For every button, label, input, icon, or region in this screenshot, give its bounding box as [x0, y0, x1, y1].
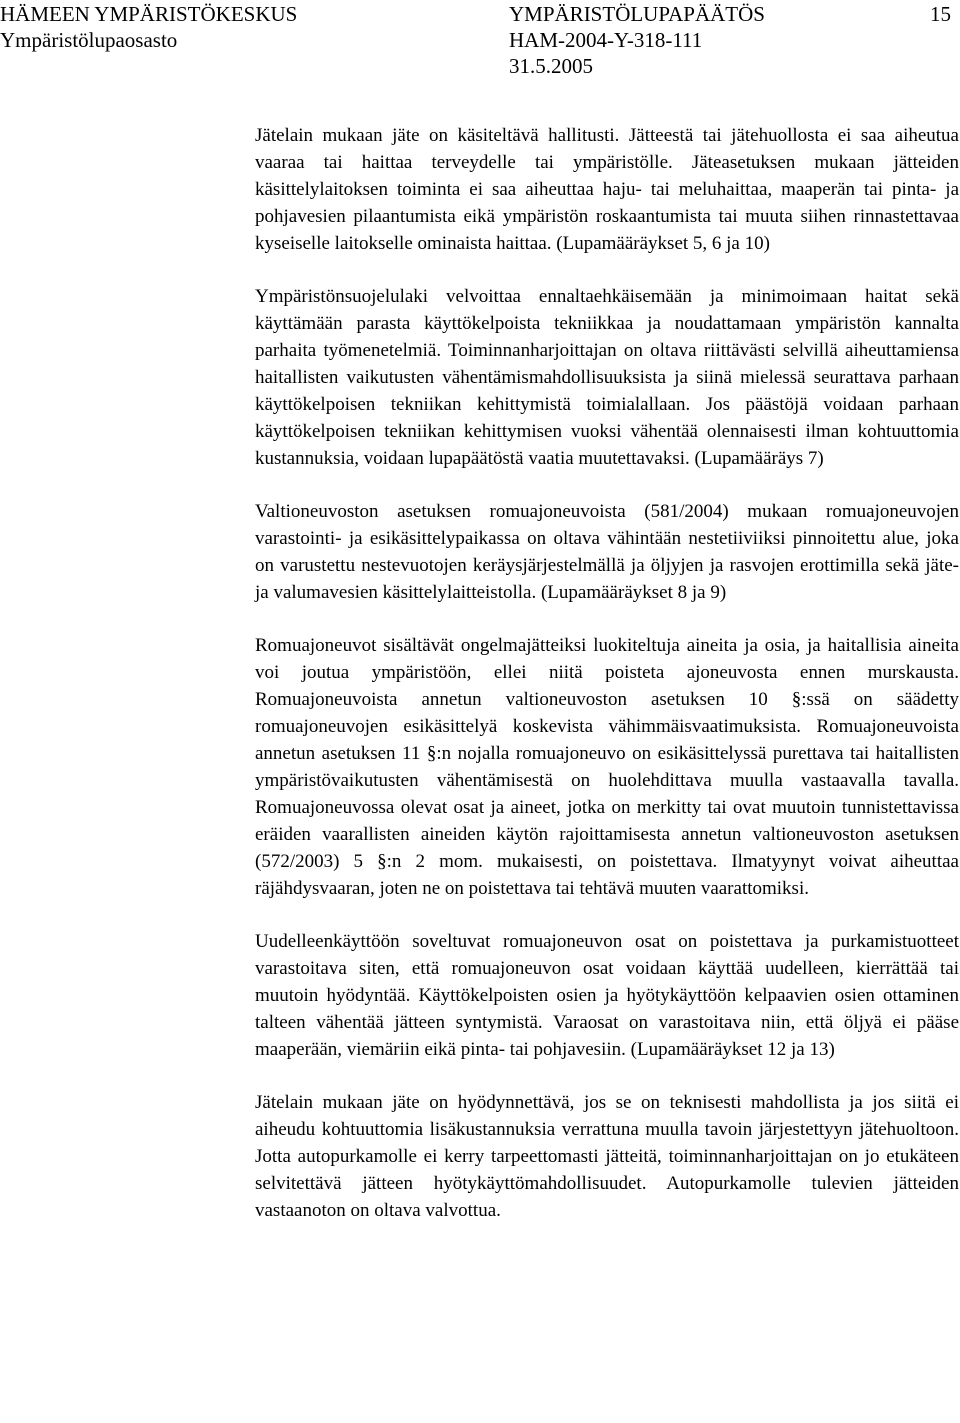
- document-type: YMPÄRISTÖLUPAPÄÄTÖS: [509, 2, 765, 26]
- authority-name: HÄMEEN YMPÄRISTÖKESKUS: [0, 2, 298, 26]
- document-body: [255, 122, 959, 1224]
- department-name: Ympäristölupaosasto: [0, 28, 178, 52]
- document-number: HAM-2004-Y-318-111: [509, 28, 703, 52]
- paragraph-waste-recovery: Jätelain mukaan jäte on hyödynnettävä, jos se on teknisesti mahdollista ja jos siitä ei aiheudu kohtuuttomia lisäkustannuksia verrattuna muulla tavoin järjestettyyn jätehuoltoon. Jotta autopurkamolle ei kerry tarpeettomasti jätteitä, toiminnanharjoittajan on jo etukäteen selvitettävä jätteen hyötykäyttömahdollisuudet. Autopurkamolle tulevien jätteiden vastaanoton on oltava valvottua.: [255, 1092, 959, 1221]
- page-number: 15: [930, 2, 951, 26]
- paragraph-waste-act-handling: Jätelain mukaan jäte on käsiteltävä hallitusti. Jätteestä tai jätehuollosta ei saa aiheutua vaaraa tai haittaa terveydelle tai ympäristölle. Jäteasetuksen mukaan jätteiden käsittelylaitoksen toiminta ei saa aiheuttaa haju- tai meluhaittaa, maaperän tai pinta- ja pohjavesien pilaantumista eikä ympäristön roskaantumista tai muuta siihen rinnastettavaa kyseiselle laitokselle ominaista haittaa. (Lupamääräykset 5, 6 ja 10): [255, 125, 959, 254]
- document-date: 31.5.2005: [509, 54, 593, 78]
- page-header: [0, 0, 960, 80]
- paragraph-scrap-vehicle-decree: Valtioneuvoston asetuksen romuajoneuvoista (581/2004) mukaan romuajoneuvojen varastointi- ja esikäsittelypaikassa on oltava vähintään nestetiiviiksi pinnoitettu alue, joka on varustettu nestevuotojen keräysjärjestelmällä ja öljyjen ja rasvojen erottimilla sekä jäte- ja valumavesien käsittelylaitteistolla. (Lupamääräykset 8 ja 9): [255, 501, 959, 603]
- paragraph-environmental-protection-act: Ympäristönsuojelulaki velvoittaa ennaltaehkäisemään ja minimoimaan haitat sekä käyttämään parasta käyttökelpoista tekniikkaa ja noudattamaan ympäristön kannalta parhaita työmenetelmiä. Toiminnanharjoittajan on oltava riittävästi selvillä aiheuttamiensa haitallisten vaikutusten vähentämismahdollisuuksista ja siinä mielessä seurattava parhaan käyttökelpoisen tekniikan kehittymistä toimialallaan. Jos päästöjä voidaan parhaan käyttökelpoisen tekniikan kehittymisen vuoksi vähentää olennaisesti ilman kohtuuttomia kustannuksia, voidaan lupapäätöstä vaatia muutettavaksi. (Lupamääräys 7): [255, 286, 959, 469]
- paragraph-reusable-parts: Uudelleenkäyttöön soveltuvat romuajoneuvon osat on poistettava ja purkamistuotteet varastoitava siten, että romuajoneuvon osat voidaan käyttää uudelleen, kierrättää tai muutoin hyödyntää. Käyttökelpoisten osien ja hyötykäyttöön kelpaavien osien ottaminen talteen vähentää jätteen syntymistä. Varaosat on varastoitava niin, että öljyä ei pääse maaperään, viemäriin eikä pinta- tai pohjavesiin. (Lupamääräykset 12 ja 13): [255, 931, 959, 1060]
- paragraph-hazardous-components: Romuajoneuvot sisältävät ongelmajätteiksi luokiteltuja aineita ja osia, ja haitallisia aineita voi joutua ympäristöön, ellei niitä poisteta ajoneuvosta ennen murskausta. Romuajoneuvoista annetun valtioneuvoston asetuksen 10 §:ssä on säädetty romuajoneuvojen esikäsittelyä koskevista vähimmäisvaatimuksista. Romuajoneuvoista annetun asetuksen 11 §:n nojalla romuajoneuvo on esikäsittelyssä purettava tai haitallisten ympäristövaikutusten vähentämisestä on huolehdittava muulla vastaavalla tavalla. Romuajoneuvossa olevat osat ja aineet, jotka on merkitty tai ovat muutoin tunnistettavissa eräiden vaarallisten aineiden käytön rajoittamisesta annetun valtioneuvoston asetuksen (572/2003) 5 §:n 2 mom. mukaisesti, on poistettava. Ilmatyynyt voivat aiheuttaa räjähdysvaaran, joten ne on poistettava tai tehtävä muuten vaarattomiksi.: [255, 635, 959, 899]
